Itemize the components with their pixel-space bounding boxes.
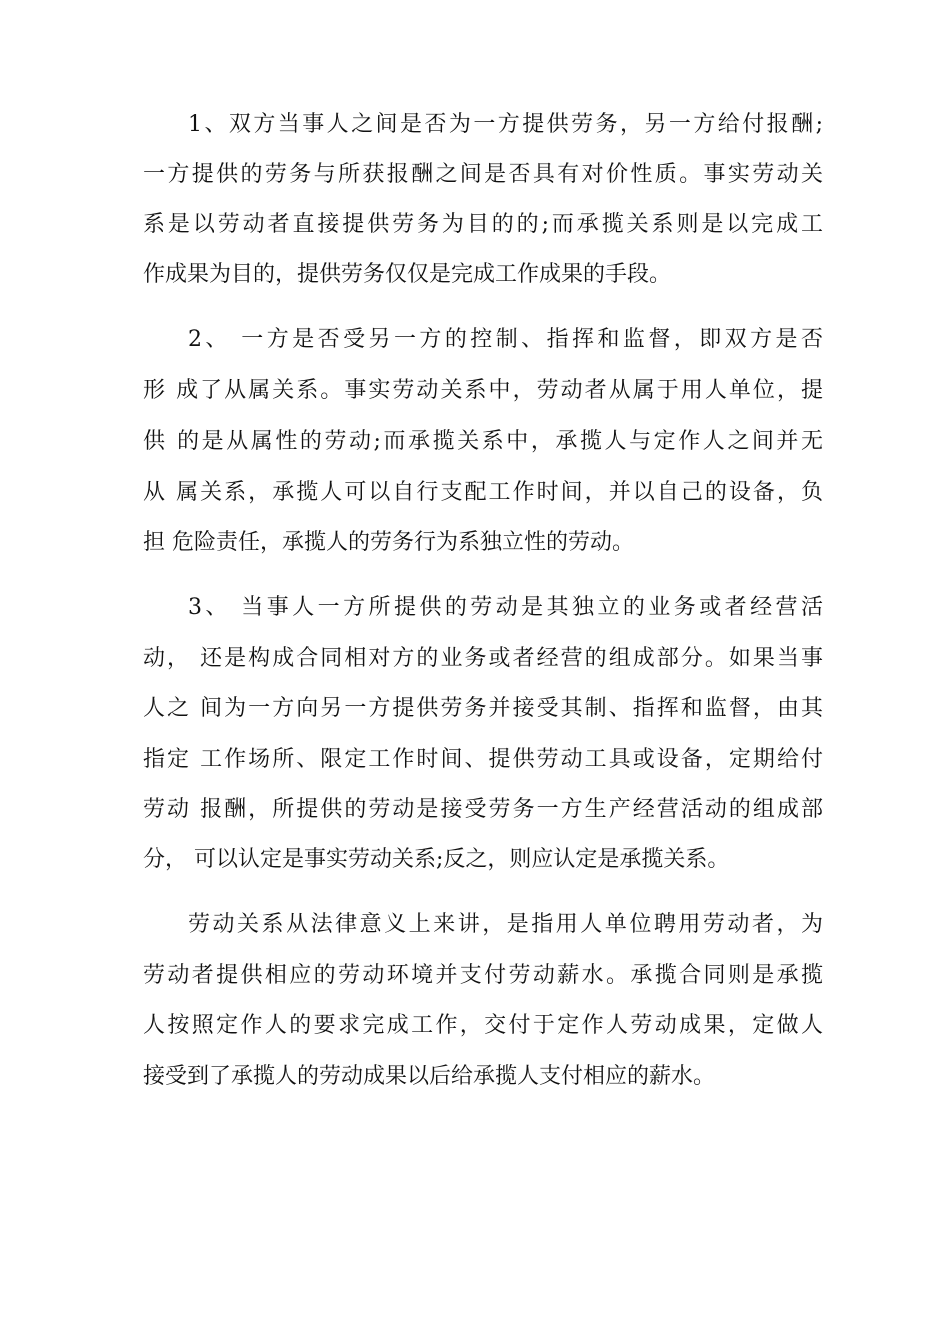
paragraph-3-line-1: 3、 当事人一方所提供的劳动是其独立的业务或者经营活 (188, 595, 823, 620)
paragraph-3-line-4: 指定 工作场所、限定工作时间、提供劳动工具或设备，定期给付 (143, 747, 823, 772)
paragraph-1-line-1: 1、双方当事人之间是否为一方提供劳务，另一方给付报酬; (188, 112, 823, 137)
paragraph-2-line-5: 担 危险责任，承揽人的劳务行为系独立性的劳动。 (143, 530, 634, 555)
paragraph-1-line-3: 系是以劳动者直接提供劳务为目的的;而承揽关系则是以完成工 (143, 212, 823, 237)
paragraph-1-line-2: 一方提供的劳务与所获报酬之间是否具有对价性质。事实劳动关 (143, 162, 823, 187)
paragraph-3-line-2: 动， 还是构成合同相对方的业务或者经营的组成部分。如果当事 (143, 646, 823, 671)
paragraph-4-line-4: 接受到了承揽人的劳动成果以后给承揽人支付相应的薪水。 (143, 1064, 716, 1089)
paragraph-3-line-5: 劳动 报酬，所提供的劳动是接受劳务一方生产经营活动的组成部 (143, 797, 823, 822)
paragraph-4-line-3: 人按照定作人的要求完成工作，交付于定作人劳动成果，定做人 (143, 1013, 823, 1038)
paragraph-2-line-3: 供 的是从属性的劳动;而承揽关系中，承揽人与定作人之间并无 (143, 429, 823, 454)
paragraph-2-line-1: 2、 一方是否受另一方的控制、指挥和监督，即双方是否 (188, 327, 823, 352)
paragraph-1-line-4: 作成果为目的，提供劳务仅仅是完成工作成果的手段。 (143, 262, 672, 287)
paragraph-4-line-1: 劳动关系从法律意义上来讲，是指用人单位聘用劳动者，为 (188, 912, 823, 937)
paragraph-2-line-4: 从 属关系，承揽人可以自行支配工作时间，并以自己的设备，负 (143, 480, 823, 505)
paragraph-2-line-2: 形 成了从属关系。事实劳动关系中，劳动者从属于用人单位，提 (143, 378, 823, 403)
paragraph-3-line-6: 分， 可以认定是事实劳动关系;反之，则应认定是承揽关系。 (143, 847, 730, 872)
paragraph-3-line-3: 人之 间为一方向另一方提供劳务并接受其制、指挥和监督，由其 (143, 696, 823, 721)
paragraph-4-line-2: 劳动者提供相应的劳动环境并支付劳动薪水。承揽合同则是承揽 (143, 963, 823, 988)
